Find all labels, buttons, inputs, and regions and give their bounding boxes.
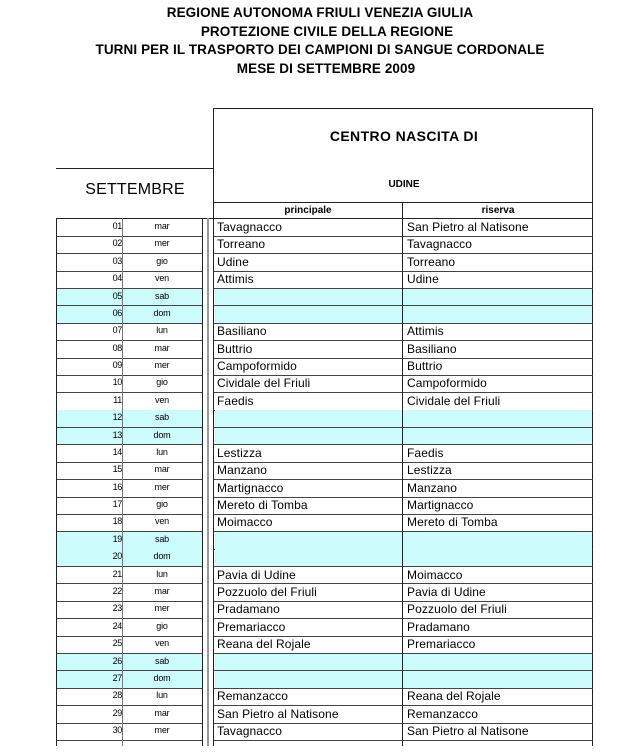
riserva-cell: Tavagnacco — [407, 237, 473, 252]
document-header — [0, 4, 640, 78]
table-row — [56, 619, 592, 636]
riserva-cell: Cividale del Friuli — [407, 393, 501, 408]
riserva-cell: Premariacco — [407, 637, 476, 652]
month-label: SETTEMBRE — [85, 181, 185, 198]
table-row — [56, 271, 592, 288]
day-number-cell: 28 — [112, 690, 122, 701]
day-number-cell: 25 — [112, 638, 122, 649]
weekday-cell: lun — [156, 690, 168, 701]
table-row — [56, 549, 592, 566]
day-number-cell: 07 — [112, 325, 122, 336]
table-row — [56, 671, 592, 688]
weekend-fill — [215, 428, 592, 445]
weekday-cell: mer — [154, 725, 170, 736]
riserva-cell: Reana del Rojale — [407, 689, 501, 704]
weekday-cell: ven — [155, 638, 169, 649]
weekday-cell: lun — [156, 568, 168, 579]
weekend-fill — [215, 410, 592, 427]
weekday-cell: dom — [153, 307, 171, 318]
principale-cell: Tavagnacco — [217, 724, 283, 739]
table-top-border — [214, 108, 593, 109]
principale-cell: Mereto di Tomba — [217, 498, 308, 513]
day-number-cell: 09 — [112, 360, 122, 371]
principale-cell: Remanzacco — [217, 689, 289, 704]
principale-cell: Campoformido — [217, 359, 297, 374]
principale-cell: Martignacco — [217, 480, 284, 495]
riserva-cell: San Pietro al Natisone — [407, 724, 529, 739]
day-number-cell: 12 — [112, 412, 122, 423]
day-number-cell: 18 — [112, 516, 122, 527]
day-number-cell: 14 — [112, 446, 122, 457]
centro-nascita-title: CENTRO NASCITA DI — [329, 128, 479, 144]
day-number-cell: 02 — [112, 238, 122, 249]
weekday-cell: dom — [153, 429, 171, 440]
table-row — [56, 254, 592, 271]
column-header-riserva: riserva — [481, 205, 515, 216]
table-row — [56, 532, 592, 549]
header-month: MESE DI SETTEMBRE 2009 — [236, 60, 416, 76]
table-row — [56, 236, 592, 253]
day-number-cell: 20 — [112, 551, 122, 562]
header-mid-border — [214, 202, 593, 203]
riserva-cell: Moimacco — [407, 567, 463, 582]
day-number-cell: 11 — [113, 394, 122, 405]
day-number-cell: 27 — [112, 672, 122, 683]
weekday-cell: mer — [154, 481, 170, 492]
weekend-fill — [215, 671, 592, 688]
riserva-cell: Manzano — [407, 480, 458, 495]
weekday-cell: ven — [155, 516, 169, 527]
table-row — [56, 445, 592, 462]
table-row — [56, 393, 592, 410]
weekday-cell: gio — [156, 377, 168, 388]
day-number-cell: 17 — [112, 499, 122, 510]
principale-cell: Tavagnacco — [217, 220, 283, 234]
riserva-cell: Buttrio — [407, 359, 443, 374]
num-day-divider — [122, 218, 123, 746]
riserva-cell: Pavia di Udine — [407, 584, 486, 599]
day-number-cell: 05 — [112, 290, 122, 301]
settembre-top-border — [56, 168, 214, 169]
weekday-cell: gio — [156, 620, 168, 631]
principale-cell: Torreano — [217, 237, 266, 252]
principale-cell: Attimis — [217, 272, 254, 287]
table-row — [56, 410, 592, 427]
weekday-cell: sab — [155, 533, 169, 544]
table-row — [56, 584, 592, 601]
riserva-cell: Pozzuolo del Friuli — [407, 602, 507, 617]
riserva-cell: Lestizza — [407, 463, 452, 478]
column-header-principale: principale — [284, 205, 332, 216]
weekday-cell: mar — [154, 221, 170, 231]
day-number-cell: 22 — [112, 585, 122, 596]
principale-cell: Basiliano — [217, 324, 267, 339]
riserva-cell: Martignacco — [407, 498, 474, 513]
day-number-cell: 24 — [112, 620, 122, 631]
table-row — [56, 428, 592, 445]
table-row — [56, 497, 592, 514]
principale-cell: San Pietro al Natisone — [217, 706, 339, 721]
weekend-fill — [215, 289, 592, 306]
riserva-cell: Pradamano — [407, 619, 470, 634]
table-row — [56, 289, 592, 306]
day-column-right-border — [202, 218, 203, 746]
table-row — [56, 358, 592, 375]
table-row — [56, 601, 592, 618]
table-row — [56, 219, 592, 236]
principale-cell: Pavia di Udine — [217, 567, 296, 582]
weekday-cell: ven — [155, 273, 169, 284]
day-number-cell: 21 — [112, 568, 122, 579]
weekday-cell: sab — [155, 412, 169, 423]
weekday-cell: gio — [156, 255, 168, 266]
principale-cell: Faedis — [217, 393, 254, 408]
weekday-cell: mer — [154, 238, 170, 249]
weekday-cell: lun — [156, 446, 168, 457]
weekend-fill — [215, 549, 592, 566]
day-number-cell: 13 — [112, 429, 122, 440]
principale-cell: Manzano — [217, 463, 268, 478]
day-number-cell: 16 — [112, 481, 122, 492]
table-row — [56, 706, 592, 723]
table-row — [56, 688, 592, 705]
principale-riserva-divider — [402, 218, 403, 746]
weekend-fill — [215, 306, 592, 323]
table-row — [56, 323, 592, 340]
day-number-cell: 26 — [112, 655, 122, 666]
row-divider — [56, 740, 203, 741]
day-number-cell: 10 — [112, 377, 122, 388]
table-row — [56, 723, 592, 740]
header-subject: TURNI PER IL TRASPORTO DEI CAMPIONI DI SANGUE CORDONALE — [95, 42, 545, 57]
day-number-cell: 19 — [112, 533, 122, 544]
day-number-cell: 08 — [112, 342, 122, 353]
day-number-cell: 15 — [112, 464, 122, 475]
weekday-cell: mar — [154, 707, 170, 718]
weekday-cell: sab — [155, 290, 169, 301]
day-number-cell: 03 — [112, 255, 122, 266]
day-number-cell: 01 — [112, 221, 122, 231]
table-row — [56, 480, 592, 497]
weekday-cell: mar — [154, 585, 170, 596]
gap-divider — [207, 218, 209, 746]
day-number-cell: 04 — [112, 273, 122, 284]
weekday-cell: mer — [154, 603, 170, 614]
row-divider — [213, 740, 593, 741]
table-row — [56, 375, 592, 392]
table-row — [56, 514, 592, 531]
weekday-cell: sab — [155, 655, 169, 666]
riserva-cell: Mereto di Tomba — [407, 515, 498, 530]
principale-cell: Premariacco — [217, 619, 286, 634]
principale-cell: Lestizza — [217, 445, 262, 460]
riserva-cell: Torreano — [407, 254, 456, 269]
table-row — [56, 306, 592, 323]
day-number-cell: 23 — [112, 603, 122, 614]
table-row — [56, 567, 592, 584]
weekday-cell: dom — [153, 551, 171, 562]
header-department: PROTEZIONE CIVILE DELLA REGIONE — [200, 23, 454, 39]
weekday-cell: gio — [156, 499, 168, 510]
weekday-cell: ven — [155, 394, 169, 405]
riserva-cell: Udine — [407, 272, 439, 287]
riserva-cell: San Pietro al Natisone — [407, 220, 529, 234]
riserva-cell: Faedis — [407, 445, 444, 460]
riserva-cell: Campoformido — [407, 376, 487, 391]
riserva-cell: Attimis — [407, 324, 444, 339]
weekday-cell: dom — [153, 672, 171, 683]
principale-cell: Buttrio — [217, 341, 253, 356]
principale-cell: Pozzuolo del Friuli — [217, 584, 317, 599]
principale-cell: Pradamano — [217, 602, 280, 617]
centro-name: UDINE — [388, 179, 420, 190]
principale-cell: Moimacco — [217, 515, 273, 530]
table-row — [56, 654, 592, 671]
day-number-cell: 29 — [112, 707, 122, 718]
day-number-cell: 30 — [112, 725, 122, 736]
principale-cell: Reana del Rojale — [217, 637, 311, 652]
riserva-cell: Remanzacco — [407, 706, 479, 721]
riserva-cell: Basiliano — [407, 341, 457, 356]
header-region: REGIONE AUTONOMA FRIULI VENEZIA GIULIA — [166, 5, 474, 20]
principale-cell: Cividale del Friuli — [217, 376, 311, 391]
day-number-cell: 06 — [112, 307, 122, 318]
weekday-cell: mer — [154, 360, 170, 371]
principale-left-border — [213, 218, 214, 746]
left-border — [56, 218, 57, 746]
table-row — [56, 341, 592, 358]
weekday-cell: lun — [156, 325, 168, 336]
table-row — [56, 636, 592, 653]
principale-cell: Udine — [217, 254, 249, 269]
table-row — [56, 462, 592, 479]
weekday-cell: mar — [154, 464, 170, 475]
weekend-fill — [215, 532, 592, 549]
weekday-cell: mar — [154, 342, 170, 353]
weekend-fill — [215, 654, 592, 671]
